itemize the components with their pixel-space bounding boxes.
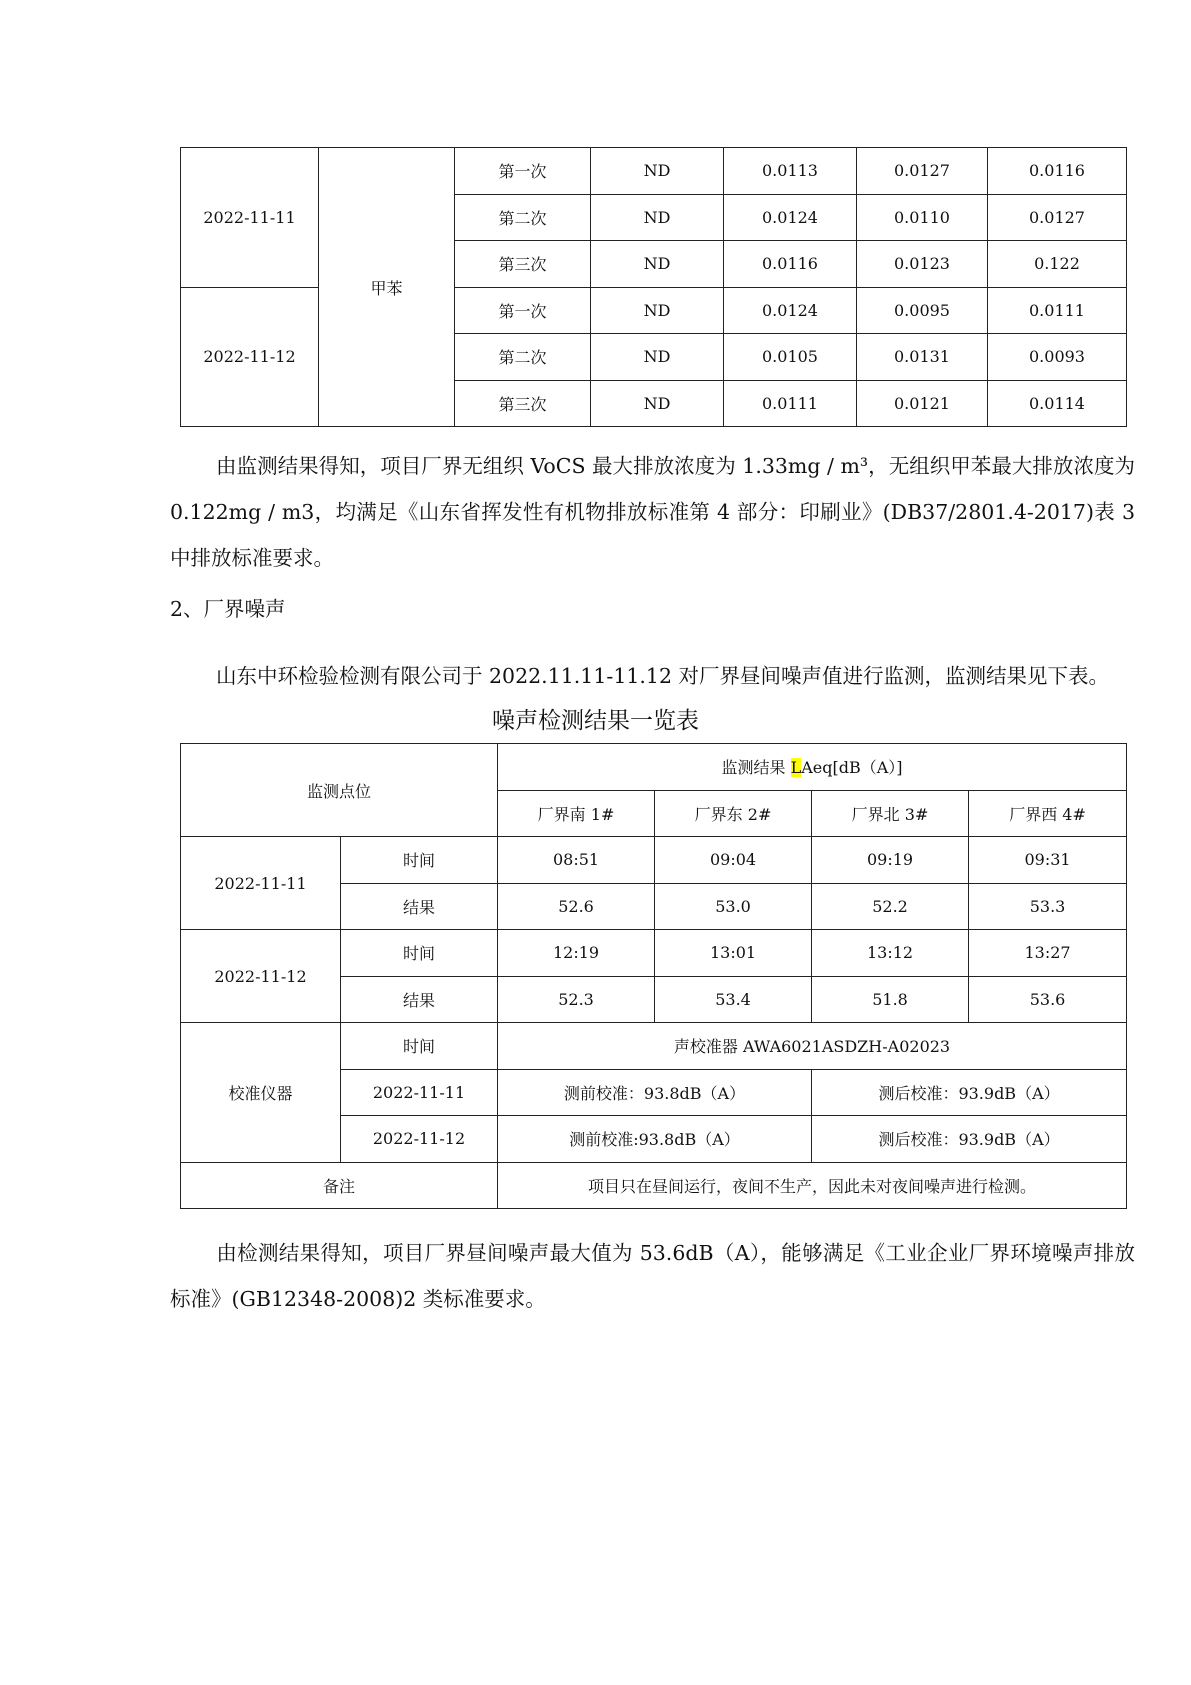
table-row — [181, 1023, 1127, 1070]
date-cell: 2022-11-12 — [181, 930, 341, 1023]
remark-label: 备注 — [181, 1162, 498, 1209]
value-cell: 0.0116 — [724, 241, 857, 288]
value-cell: 0.0127 — [988, 194, 1127, 241]
value-cell: 0.0114 — [988, 380, 1127, 427]
value-cell: 0.0127 — [857, 148, 988, 195]
calibration-before: 测前校准:93.8dB（A） — [498, 1116, 812, 1163]
result-header: 监测结果 LAeq[dB（A）] — [498, 744, 1127, 791]
date-cell: 2022-11-11 — [181, 837, 341, 930]
value-cell: 0.0095 — [857, 287, 988, 334]
section-heading: 2、厂界噪声 — [170, 597, 286, 621]
value-cell: 0.0131 — [857, 334, 988, 381]
date-cell: 2022-11-12 — [181, 287, 319, 427]
value-cell: 0.0116 — [988, 148, 1127, 195]
compound-cell: 甲苯 — [319, 148, 455, 427]
time-cell: 08:51 — [498, 837, 655, 884]
date-cell: 2022-11-11 — [181, 148, 319, 288]
value-cell: 0.0111 — [988, 287, 1127, 334]
result-cell: 53.0 — [655, 883, 812, 930]
noise-table — [180, 743, 1127, 1209]
table-row — [181, 148, 1127, 195]
sample-label: 第二次 — [455, 334, 591, 381]
date-cell: 2022-11-11 — [341, 1069, 498, 1116]
value-cell: 0.122 — [988, 241, 1127, 288]
result-cell: 52.2 — [812, 883, 969, 930]
value-cell: 0.0113 — [724, 148, 857, 195]
time-cell: 13:12 — [812, 930, 969, 977]
result-cell: 52.6 — [498, 883, 655, 930]
noise-table-title: 噪声检测结果一览表 — [492, 708, 699, 734]
table-row — [181, 1162, 1127, 1209]
value-cell: 0.0124 — [724, 194, 857, 241]
noise-intro-paragraph: 山东中环检验检测有限公司于 2022.11.11-11.12 对厂界昼间噪声值进行监测，监测结果见下表。 — [216, 664, 1110, 688]
point-label: 厂界北 3# — [812, 790, 969, 837]
point-label: 厂界南 1# — [498, 790, 655, 837]
value-cell: 0.0093 — [988, 334, 1127, 381]
time-label: 时间 — [341, 837, 498, 884]
table-row — [181, 930, 1127, 977]
voc-conclusion-paragraph: 由监测结果得知，项目厂界无组织 VoCS 最大排放浓度为 1.33mg / m³，无组织甲苯最大排放浓度为 0.122mg / m3，均满足《山东省挥发性有机物排放标准第 4 部分：印刷业》(DB37/2801.4-2017)表 3 中排放标准要求。 — [170, 454, 1135, 570]
table-row — [181, 837, 1127, 884]
calibration-label: 校准仪器 — [181, 1023, 341, 1163]
time-cell: 13:01 — [655, 930, 812, 977]
value-cell: 0.0124 — [724, 287, 857, 334]
date-cell: 2022-11-12 — [341, 1116, 498, 1163]
sample-label: 第一次 — [455, 148, 591, 195]
result-label: 结果 — [341, 883, 498, 930]
sample-label: 第三次 — [455, 380, 591, 427]
time-cell: 09:31 — [969, 837, 1127, 884]
noise-conclusion-paragraph: 由检测结果得知，项目厂界昼间噪声最大值为 53.6dB（A），能够满足《工业企业厂界环境噪声排放标准》(GB12348-2008)2 类标准要求。 — [170, 1241, 1135, 1311]
toluene-table — [180, 147, 1127, 427]
time-cell: 09:19 — [812, 837, 969, 884]
sample-label: 第二次 — [455, 194, 591, 241]
value-cell: ND — [591, 194, 724, 241]
point-label: 厂界东 2# — [655, 790, 812, 837]
value-cell: 0.0105 — [724, 334, 857, 381]
value-cell: 0.0121 — [857, 380, 988, 427]
time-label: 时间 — [341, 930, 498, 977]
value-cell: ND — [591, 148, 724, 195]
point-header: 监测点位 — [181, 744, 498, 837]
value-cell: 0.0110 — [857, 194, 988, 241]
calibration-after: 测后校准：93.9dB（A） — [812, 1116, 1127, 1163]
value-cell: 0.0123 — [857, 241, 988, 288]
time-cell: 09:04 — [655, 837, 812, 884]
table-row — [181, 744, 1127, 791]
result-cell: 52.3 — [498, 976, 655, 1023]
sample-label: 第一次 — [455, 287, 591, 334]
value-cell: ND — [591, 287, 724, 334]
value-cell: ND — [591, 380, 724, 427]
calibration-before: 测前校准：93.8dB（A） — [498, 1069, 812, 1116]
calibration-after: 测后校准：93.9dB（A） — [812, 1069, 1127, 1116]
point-label: 厂界西 4# — [969, 790, 1127, 837]
time-cell: 12:19 — [498, 930, 655, 977]
time-label: 时间 — [341, 1023, 498, 1070]
time-cell: 13:27 — [969, 930, 1127, 977]
value-cell: 0.0111 — [724, 380, 857, 427]
result-cell: 53.4 — [655, 976, 812, 1023]
remark-cell: 项目只在昼间运行，夜间不生产，因此未对夜间噪声进行检测。 — [498, 1162, 1127, 1209]
value-cell: ND — [591, 241, 724, 288]
result-cell: 53.3 — [969, 883, 1127, 930]
result-cell: 51.8 — [812, 976, 969, 1023]
sample-label: 第三次 — [455, 241, 591, 288]
value-cell: ND — [591, 334, 724, 381]
result-cell: 53.6 — [969, 976, 1127, 1023]
result-label: 结果 — [341, 976, 498, 1023]
instrument-cell: 声校准器 AWA6021ASDZH-A02023 — [498, 1023, 1127, 1070]
